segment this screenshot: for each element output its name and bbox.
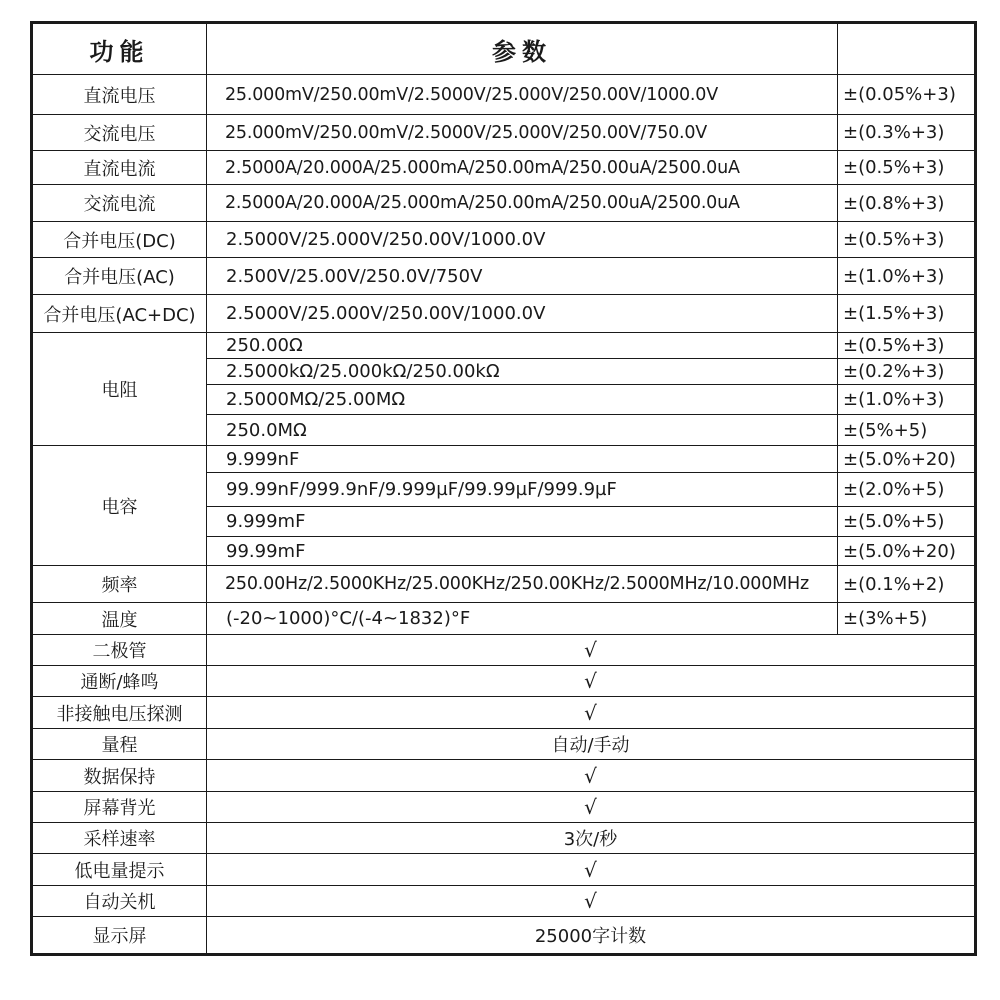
function-cell: 非接触电压探测 <box>32 697 207 729</box>
accuracy-cell: ±(3%+5) <box>838 603 976 635</box>
header-function: 功能 <box>32 23 207 75</box>
accuracy-cell: ±(0.05%+3) <box>838 75 976 115</box>
function-cell: 数据保持 <box>32 760 207 792</box>
table-row <box>32 222 976 258</box>
range-cell: 25.000mV/250.00mV/2.5000V/25.000V/250.00V/1000.0V <box>207 75 838 115</box>
range-cell: 2.5000V/25.000V/250.00V/1000.0V <box>207 222 838 258</box>
function-cell: 频率 <box>32 566 207 603</box>
function-cell: 合并电压(DC) <box>32 222 207 258</box>
accuracy-cell: ±(0.1%+2) <box>838 566 976 603</box>
value-cell <box>207 886 976 917</box>
value-cell: 25000字计数 <box>207 917 976 955</box>
function-cell: 自动关机 <box>32 886 207 917</box>
function-cell: 合并电压(AC+DC) <box>32 295 207 333</box>
check-mark-icon: √ <box>584 857 597 882</box>
table-row <box>32 603 976 635</box>
range-cell: 250.00Hz/2.5000KHz/25.000KHz/250.00KHz/2.5000MHz/10.000MHz <box>207 566 838 603</box>
value-cell <box>207 854 976 886</box>
accuracy-cell: ±(0.2%+3) <box>838 359 976 385</box>
accuracy-cell: ±(5.0%+20) <box>838 446 976 473</box>
function-cell: 合并电压(AC) <box>32 258 207 295</box>
accuracy-cell: ±(0.5%+3) <box>838 222 976 258</box>
check-mark-icon: √ <box>584 889 597 913</box>
accuracy-cell: ±(5.0%+20) <box>838 537 976 566</box>
table-row <box>32 792 976 823</box>
function-cell: 温度 <box>32 603 207 635</box>
table-row <box>32 446 976 473</box>
table-row <box>32 823 976 854</box>
value-cell: 3次/秒 <box>207 823 976 854</box>
value-cell <box>207 792 976 823</box>
range-cell: 2.5000MΩ/25.00MΩ <box>207 385 838 415</box>
range-cell: 2.5000V/25.000V/250.00V/1000.0V <box>207 295 838 333</box>
range-cell: 250.00Ω <box>207 333 838 359</box>
table-row <box>32 729 976 760</box>
table-row <box>32 760 976 792</box>
header-row <box>32 23 976 75</box>
function-cell: 二极管 <box>32 635 207 666</box>
check-mark-icon: √ <box>584 795 597 819</box>
accuracy-cell: ±(0.8%+3) <box>838 185 976 222</box>
range-cell: 9.999nF <box>207 446 838 473</box>
table-row <box>32 854 976 886</box>
function-cell: 通断/蜂鸣 <box>32 666 207 697</box>
function-cell: 电阻 <box>32 333 207 446</box>
function-cell: 量程 <box>32 729 207 760</box>
table-row <box>32 333 976 359</box>
check-mark-icon: √ <box>584 700 597 725</box>
header-params: 参数 <box>207 23 838 75</box>
value-cell <box>207 635 976 666</box>
accuracy-cell: ±(0.5%+3) <box>838 333 976 359</box>
function-cell: 低电量提示 <box>32 854 207 886</box>
accuracy-cell: ±(0.3%+3) <box>838 115 976 151</box>
function-cell: 交流电流 <box>32 185 207 222</box>
range-cell: 2.500V/25.00V/250.0V/750V <box>207 258 838 295</box>
function-cell: 采样速率 <box>32 823 207 854</box>
range-cell: 9.999mF <box>207 507 838 537</box>
range-cell: 2.5000A/20.000A/25.000mA/250.00mA/250.00uA/2500.0uA <box>207 185 838 222</box>
accuracy-cell: ±(1.0%+3) <box>838 258 976 295</box>
function-cell: 直流电流 <box>32 151 207 185</box>
range-cell: 2.5000kΩ/25.000kΩ/250.00kΩ <box>207 359 838 385</box>
table-row <box>32 666 976 697</box>
range-cell: (-20~1000)°C/(-4~1832)°F <box>207 603 838 635</box>
range-cell: 250.0MΩ <box>207 415 838 446</box>
function-cell: 屏幕背光 <box>32 792 207 823</box>
function-cell: 显示屏 <box>32 917 207 955</box>
table-row <box>32 185 976 222</box>
table-row <box>32 566 976 603</box>
range-cell: 99.99mF <box>207 537 838 566</box>
range-cell: 25.000mV/250.00mV/2.5000V/25.000V/250.00V/750.0V <box>207 115 838 151</box>
check-mark-icon: √ <box>584 638 597 662</box>
value-cell: 自动/手动 <box>207 729 976 760</box>
check-mark-icon: √ <box>584 669 597 693</box>
function-cell: 交流电压 <box>32 115 207 151</box>
table-row <box>32 295 976 333</box>
function-cell: 电容 <box>32 446 207 566</box>
accuracy-cell: ±(1.0%+3) <box>838 385 976 415</box>
accuracy-cell: ±(5.0%+5) <box>838 507 976 537</box>
table-row <box>32 697 976 729</box>
value-cell <box>207 760 976 792</box>
table-row <box>32 917 976 955</box>
table-row <box>32 258 976 295</box>
accuracy-cell: ±(0.5%+3) <box>838 151 976 185</box>
range-cell: 99.99nF/999.9nF/9.999µF/99.99µF/999.9µF <box>207 473 838 507</box>
spec-table <box>30 21 977 956</box>
check-mark-icon: √ <box>584 763 597 788</box>
table-row <box>32 886 976 917</box>
table-row <box>32 151 976 185</box>
header-accuracy <box>838 23 976 75</box>
accuracy-cell: ±(1.5%+3) <box>838 295 976 333</box>
value-cell <box>207 697 976 729</box>
value-cell <box>207 666 976 697</box>
function-cell: 直流电压 <box>32 75 207 115</box>
range-cell: 2.5000A/20.000A/25.000mA/250.00mA/250.00uA/2500.0uA <box>207 151 838 185</box>
accuracy-cell: ±(2.0%+5) <box>838 473 976 507</box>
table-row <box>32 115 976 151</box>
table-row <box>32 635 976 666</box>
accuracy-cell: ±(5%+5) <box>838 415 976 446</box>
table-row <box>32 75 976 115</box>
